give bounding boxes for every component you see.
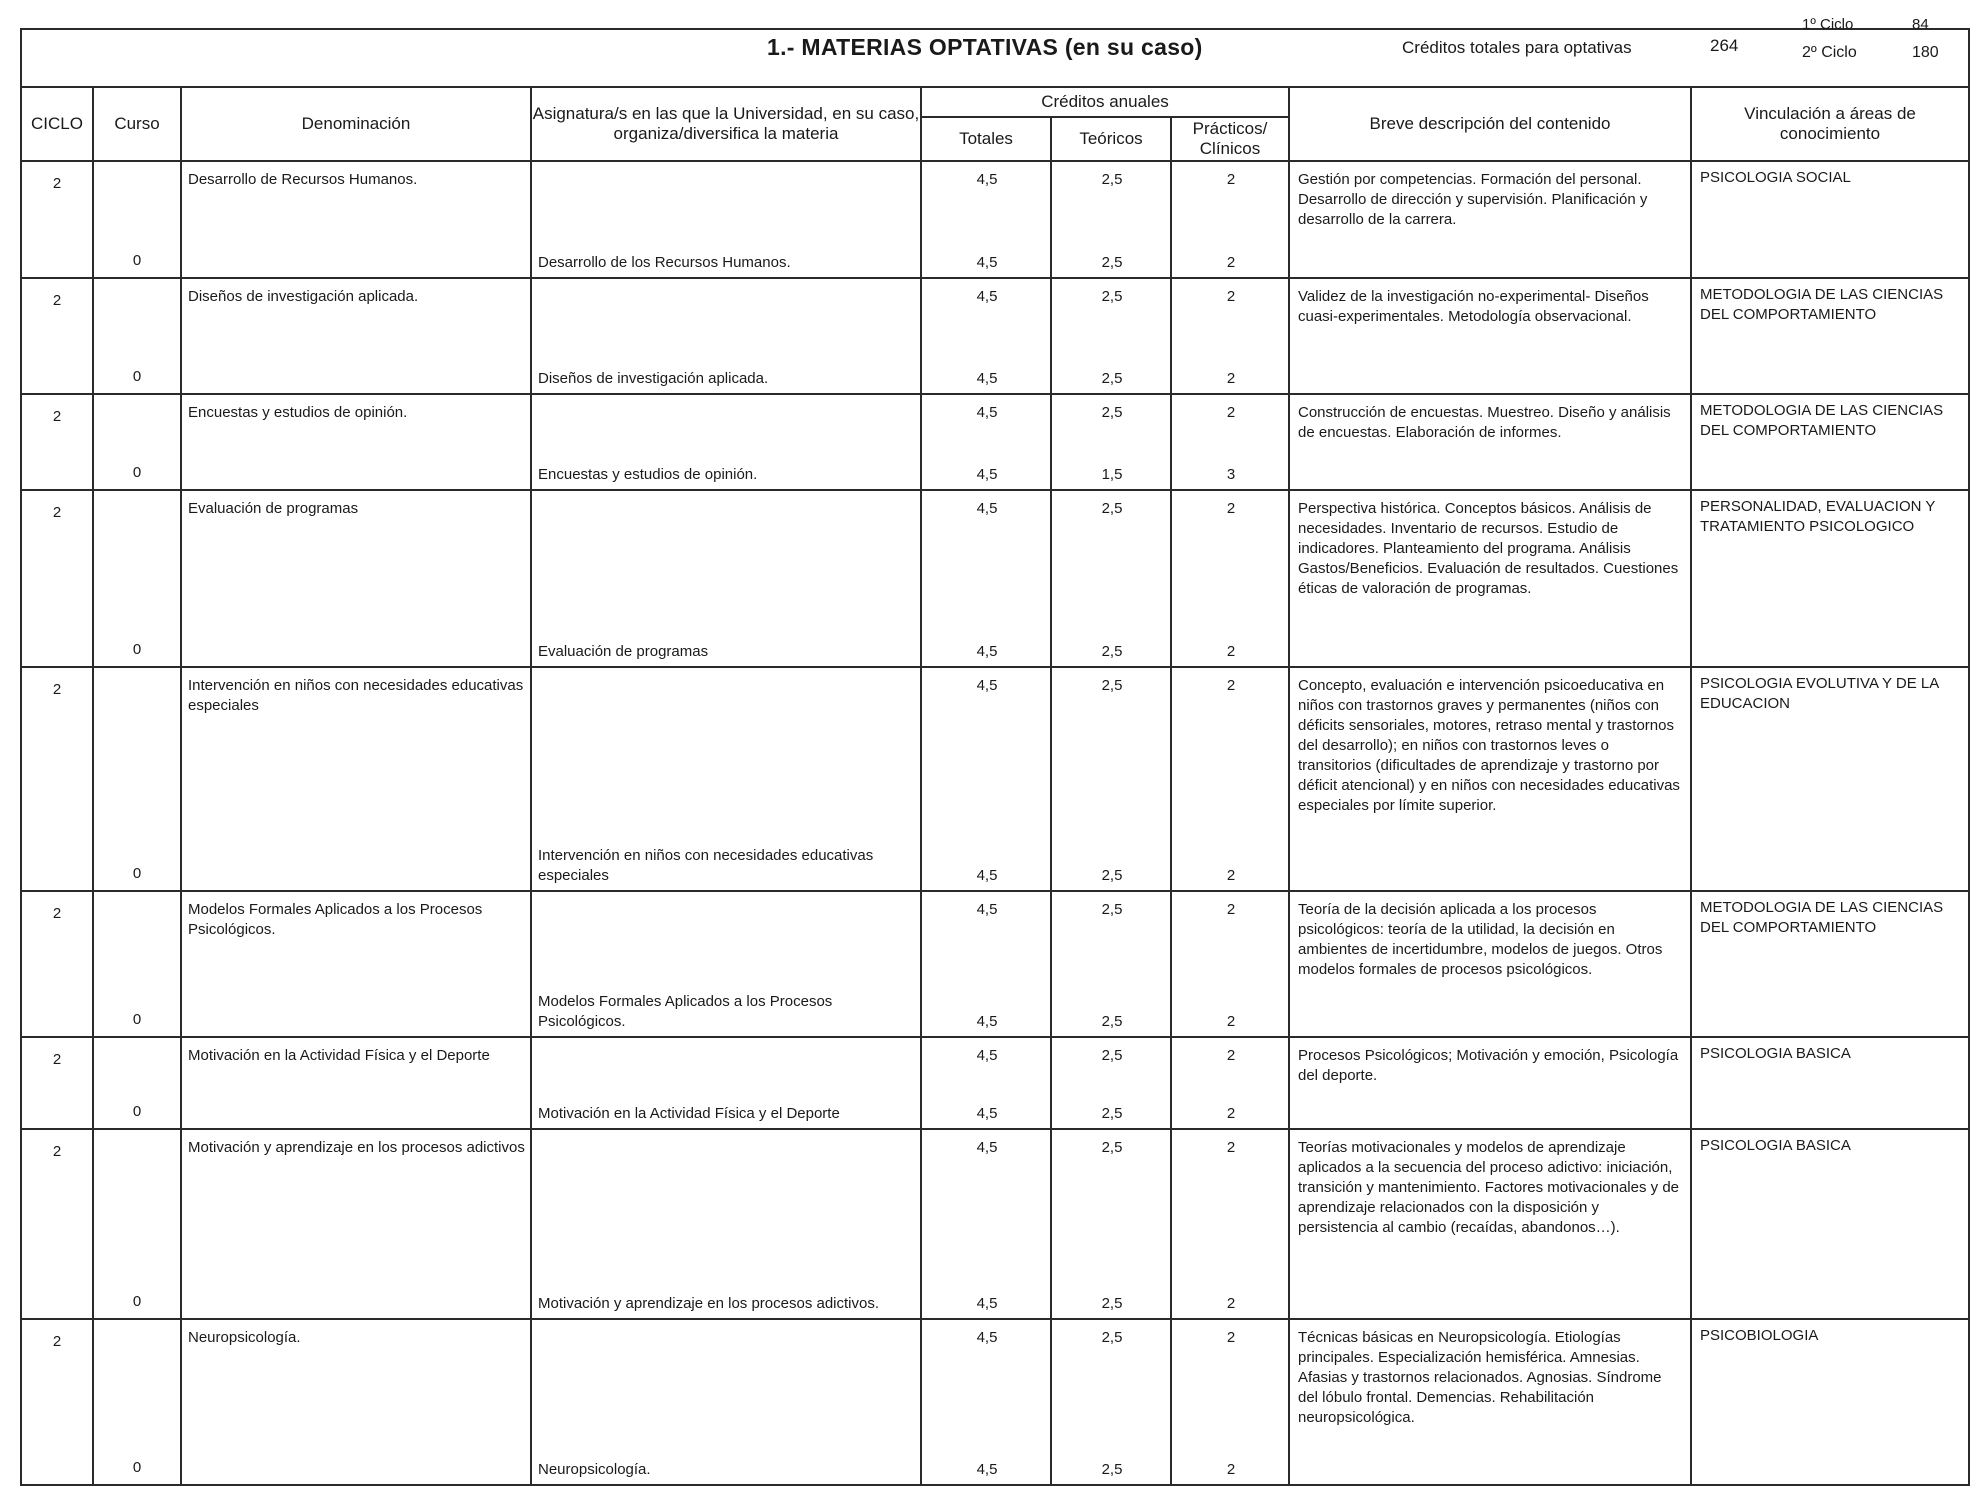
ciclo-value: 2	[52, 905, 62, 922]
curso-value: 0	[132, 1293, 142, 1310]
descripcion-cell	[1289, 1037, 1691, 1129]
teoricos-bottom: 2,5	[1101, 254, 1123, 271]
curso-cell	[93, 1319, 181, 1485]
page-title: 1.- MATERIAS OPTATIVAS (en su caso)	[767, 34, 1203, 60]
asignatura-cell	[531, 278, 921, 394]
teoricos-cell	[1051, 1129, 1171, 1319]
area: PSICOBIOLOGIA	[1700, 1327, 1819, 1344]
denominacion-cell	[181, 1037, 531, 1129]
curso-value: 0	[132, 1011, 142, 1028]
teoricos-top: 2,5	[1101, 404, 1123, 421]
table-row	[21, 278, 1969, 394]
practicos-top: 2	[1226, 171, 1236, 188]
curso-cell	[93, 1037, 181, 1129]
practicos-bottom: 2	[1226, 867, 1236, 884]
ciclo1-value: 84	[1912, 16, 1929, 33]
curso-value: 0	[132, 464, 142, 481]
area: METODOLOGIA DE LAS CIENCIAS DEL COMPORTAMIENTO	[1700, 402, 1944, 439]
curso-cell	[93, 891, 181, 1037]
ciclo-value: 2	[52, 1333, 62, 1350]
practicos-cell	[1171, 1129, 1289, 1319]
asignatura: Neuropsicología.	[538, 1461, 651, 1478]
optativas-table	[20, 16, 1970, 1486]
ciclo-cell	[21, 278, 93, 394]
col-creditos: Créditos anuales	[921, 87, 1289, 117]
practicos-bottom: 2	[1226, 1461, 1236, 1478]
totales-cell	[921, 1037, 1051, 1129]
asignatura: Modelos Formales Aplicados a los Procesos Psicológicos.	[538, 993, 833, 1030]
asignatura: Evaluación de programas	[538, 643, 709, 660]
practicos-cell	[1171, 278, 1289, 394]
practicos-bottom: 2	[1226, 254, 1236, 271]
descripcion-cell	[1289, 278, 1691, 394]
curso-cell	[93, 278, 181, 394]
asignatura-cell	[531, 490, 921, 667]
descripcion-cell	[1289, 490, 1691, 667]
totales-cell	[921, 161, 1051, 278]
asignatura-cell	[531, 667, 921, 891]
descripcion: Concepto, evaluación e intervención psicoeducativa en niños con trastornos graves y permanentes (niños con déficits sensoriales, motores, retraso mental y trastornos del desarrollo); en niños con trastornos leves o transitorios (dificultades de aprendizaje y trastorno por déficit atencional) y en niños con necesidades educativas especiales por límite superior.	[1298, 677, 1680, 814]
denominacion: Motivación y aprendizaje en los procesos adictivos	[188, 1139, 525, 1156]
totales-top: 4,5	[976, 1047, 998, 1064]
table-row	[21, 667, 1969, 891]
denominacion: Motivación en la Actividad Física y el Deporte	[188, 1047, 490, 1064]
area: METODOLOGIA DE LAS CIENCIAS DEL COMPORTAMIENTO	[1700, 286, 1944, 323]
curso-value: 0	[132, 641, 142, 658]
curso-cell	[93, 161, 181, 278]
teoricos-cell	[1051, 394, 1171, 490]
totales-bottom: 4,5	[976, 254, 998, 271]
asignatura-cell	[531, 394, 921, 490]
teoricos-cell	[1051, 1319, 1171, 1485]
practicos-top: 2	[1226, 1047, 1236, 1064]
ciclo-value: 2	[52, 504, 62, 521]
col-totales: Totales	[921, 117, 1051, 161]
asignatura: Motivación en la Actividad Física y el Deporte	[538, 1105, 840, 1122]
header-row	[21, 16, 1969, 87]
table-row	[21, 1129, 1969, 1319]
optativas-sheet	[20, 16, 1968, 1486]
teoricos-bottom: 2,5	[1101, 1105, 1123, 1122]
area: PERSONALIDAD, EVALUACION Y TRATAMIENTO PSICOLOGICO	[1700, 498, 1936, 535]
totales-cell	[921, 667, 1051, 891]
teoricos-top: 2,5	[1101, 1329, 1123, 1346]
totales-cell	[921, 490, 1051, 667]
ciclo2-value: 180	[1912, 44, 1939, 61]
area-cell	[1691, 278, 1969, 394]
curso-value: 0	[132, 865, 142, 882]
denominacion: Encuestas y estudios de opinión.	[188, 404, 408, 421]
practicos-bottom: 3	[1226, 466, 1236, 483]
descripcion: Teorías motivacionales y modelos de aprendizaje aplicados a la secuencia del proceso adictivo: iniciación, transición y mantenimiento. Factores motivacionales y de aprendizaje relacionados con la disposición y persistencia al cambio (recaídas, abandonos…).	[1298, 1139, 1680, 1236]
teoricos-bottom: 2,5	[1101, 643, 1123, 660]
area-cell	[1691, 1037, 1969, 1129]
practicos-cell	[1171, 161, 1289, 278]
teoricos-bottom: 2,5	[1101, 867, 1123, 884]
teoricos-bottom: 2,5	[1101, 1295, 1123, 1312]
totales-bottom: 4,5	[976, 466, 998, 483]
teoricos-top: 2,5	[1101, 171, 1123, 188]
descripcion: Técnicas básicas en Neuropsicología. Etiologías principales. Especialización hemisférica. Amnesias. Afasias y trastornos relacionados. Agnosias. Síndrome del lóbulo frontal. Demencias. Rehabilitación neuropsicológica.	[1298, 1329, 1662, 1426]
denominacion: Diseños de investigación aplicada.	[188, 288, 419, 305]
teoricos-bottom: 2,5	[1101, 1461, 1123, 1478]
area: PSICOLOGIA BASICA	[1700, 1045, 1851, 1062]
totales-top: 4,5	[976, 1329, 998, 1346]
practicos-cell	[1171, 891, 1289, 1037]
ciclo-value: 2	[52, 408, 62, 425]
denominacion-cell	[181, 1319, 531, 1485]
asignatura: Diseños de investigación aplicada.	[538, 370, 769, 387]
totales-top: 4,5	[976, 677, 998, 694]
practicos-bottom: 2	[1226, 370, 1236, 387]
asignatura-cell	[531, 1319, 921, 1485]
totales-bottom: 4,5	[976, 867, 998, 884]
totales-top: 4,5	[976, 171, 998, 188]
asignatura: Motivación y aprendizaje en los procesos adictivos.	[538, 1295, 880, 1312]
denominacion-cell	[181, 278, 531, 394]
denominacion: Evaluación de programas	[188, 500, 359, 517]
descripcion: Teoría de la decisión aplicada a los procesos psicológicos: teoría de la utilidad, la decisión en ambientes de incertidumbre, modelos de juegos. Otros modelos formales de procesos psicológicos.	[1298, 901, 1663, 978]
col-practicos: Prácticos/ Clínicos	[1171, 117, 1289, 161]
ciclo2-label: 2º Ciclo	[1802, 44, 1857, 61]
denominacion: Modelos Formales Aplicados a los Procesos Psicológicos.	[188, 901, 483, 938]
descripcion-cell	[1289, 1319, 1691, 1485]
totales-bottom: 4,5	[976, 1105, 998, 1122]
asignatura-cell	[531, 1129, 921, 1319]
denominacion-cell	[181, 161, 531, 278]
practicos-cell	[1171, 1319, 1289, 1485]
denominacion-cell	[181, 891, 531, 1037]
credits-total: 264	[1710, 36, 1739, 55]
teoricos-top: 2,5	[1101, 1047, 1123, 1064]
practicos-cell	[1171, 490, 1289, 667]
descripcion-cell	[1289, 1129, 1691, 1319]
col-asignatura: Asignatura/s en las que la Universidad, en su caso, organiza/diversifica la materia	[531, 87, 921, 161]
practicos-cell	[1171, 1037, 1289, 1129]
teoricos-cell	[1051, 278, 1171, 394]
area: METODOLOGIA DE LAS CIENCIAS DEL COMPORTAMIENTO	[1700, 899, 1944, 936]
practicos-bottom: 2	[1226, 1105, 1236, 1122]
curso-value: 0	[132, 1459, 142, 1476]
teoricos-cell	[1051, 891, 1171, 1037]
asignatura: Encuestas y estudios de opinión.	[538, 466, 758, 483]
asignatura-cell	[531, 161, 921, 278]
area-cell	[1691, 394, 1969, 490]
table-row	[21, 891, 1969, 1037]
practicos-cell	[1171, 667, 1289, 891]
curso-cell	[93, 490, 181, 667]
col-denominacion: Denominación	[181, 87, 531, 161]
totales-cell	[921, 1129, 1051, 1319]
denominacion-cell	[181, 394, 531, 490]
descripcion: Gestión por competencias. Formación del personal. Desarrollo de dirección y supervisión. Planificación y desarrollo de la carrera.	[1298, 171, 1648, 228]
area-cell	[1691, 161, 1969, 278]
denominacion: Desarrollo de Recursos Humanos.	[188, 171, 418, 188]
practicos-top: 2	[1226, 1329, 1236, 1346]
descripcion-cell	[1289, 394, 1691, 490]
curso-cell	[93, 1129, 181, 1319]
teoricos-cell	[1051, 161, 1171, 278]
area-cell	[1691, 1319, 1969, 1485]
curso-value: 0	[132, 252, 142, 269]
area-cell	[1691, 1129, 1969, 1319]
denominacion-cell	[181, 667, 531, 891]
ciclo-cell	[21, 1319, 93, 1485]
teoricos-top: 2,5	[1101, 677, 1123, 694]
descripcion: Perspectiva histórica. Conceptos básicos. Análisis de necesidades. Inventario de recursos. Estudio de indicadores. Planteamiento del programa. Análisis Gastos/Beneficios. Evaluación de resultados. Cuestiones éticas de valoración de programas.	[1298, 500, 1679, 597]
teoricos-top: 2,5	[1101, 901, 1123, 918]
teoricos-bottom: 1,5	[1101, 466, 1123, 483]
col-ciclo: CICLO	[21, 87, 93, 161]
ciclo-cell	[21, 667, 93, 891]
curso-cell	[93, 667, 181, 891]
teoricos-cell	[1051, 667, 1171, 891]
teoricos-cell	[1051, 490, 1171, 667]
totales-cell	[921, 891, 1051, 1037]
practicos-top: 2	[1226, 288, 1236, 305]
ciclo-cell	[21, 394, 93, 490]
descripcion-cell	[1289, 667, 1691, 891]
practicos-top: 2	[1226, 404, 1236, 421]
asignatura: Intervención en niños con necesidades educativas especiales	[538, 847, 874, 884]
area-cell	[1691, 490, 1969, 667]
totales-bottom: 4,5	[976, 643, 998, 660]
ciclo-value: 2	[52, 1051, 62, 1068]
col-descripcion: Breve descripción del contenido	[1289, 87, 1691, 161]
totales-bottom: 4,5	[976, 370, 998, 387]
table-row	[21, 490, 1969, 667]
practicos-top: 2	[1226, 1139, 1236, 1156]
col-curso: Curso	[93, 87, 181, 161]
table-row	[21, 161, 1969, 278]
area: PSICOLOGIA EVOLUTIVA Y DE LA EDUCACION	[1700, 675, 1939, 712]
teoricos-top: 2,5	[1101, 500, 1123, 517]
table-row	[21, 1037, 1969, 1129]
area-cell	[1691, 667, 1969, 891]
asignatura-cell	[531, 891, 921, 1037]
practicos-bottom: 2	[1226, 1295, 1236, 1312]
totales-top: 4,5	[976, 404, 998, 421]
ciclo-cell	[21, 490, 93, 667]
ciclo-value: 2	[52, 292, 62, 309]
area: PSICOLOGIA BASICA	[1700, 1137, 1851, 1154]
totales-top: 4,5	[976, 1139, 998, 1156]
denominacion-cell	[181, 490, 531, 667]
area-cell	[1691, 891, 1969, 1037]
curso-cell	[93, 394, 181, 490]
ciclo-cell	[21, 891, 93, 1037]
totales-top: 4,5	[976, 288, 998, 305]
ciclo1-label: 1º Ciclo	[1802, 16, 1854, 33]
ciclo-value: 2	[52, 175, 62, 192]
totales-cell	[921, 1319, 1051, 1485]
ciclo-cell	[21, 161, 93, 278]
descripcion: Validez de la investigación no-experimental- Diseños cuasi-experimentales. Metodología observacional.	[1298, 288, 1649, 325]
teoricos-bottom: 2,5	[1101, 1013, 1123, 1030]
asignatura-cell	[531, 1037, 921, 1129]
practicos-bottom: 2	[1226, 1013, 1236, 1030]
totales-top: 4,5	[976, 901, 998, 918]
totales-cell	[921, 278, 1051, 394]
denominacion-cell	[181, 1129, 531, 1319]
ciclo-cell	[21, 1129, 93, 1319]
teoricos-bottom: 2,5	[1101, 370, 1123, 387]
ciclo-value: 2	[52, 681, 62, 698]
descripcion: Construcción de encuestas. Muestreo. Diseño y análisis de encuestas. Elaboración de informes.	[1298, 404, 1671, 441]
teoricos-top: 2,5	[1101, 1139, 1123, 1156]
denominacion: Intervención en niños con necesidades educativas especiales	[188, 677, 524, 714]
teoricos-top: 2,5	[1101, 288, 1123, 305]
totales-bottom: 4,5	[976, 1013, 998, 1030]
descripcion-cell	[1289, 161, 1691, 278]
area: PSICOLOGIA SOCIAL	[1700, 169, 1851, 186]
ciclo-cell	[21, 1037, 93, 1129]
totales-cell	[921, 394, 1051, 490]
practicos-top: 2	[1226, 500, 1236, 517]
practicos-bottom: 2	[1226, 643, 1236, 660]
credits-label: Créditos totales para optativas	[1402, 38, 1632, 57]
asignatura: Desarrollo de los Recursos Humanos.	[538, 254, 791, 271]
ciclo-value: 2	[52, 1143, 62, 1160]
totales-bottom: 4,5	[976, 1295, 998, 1312]
denominacion: Neuropsicología.	[188, 1329, 301, 1346]
table-row	[21, 1319, 1969, 1485]
totales-top: 4,5	[976, 500, 998, 517]
col-teoricos: Teóricos	[1051, 117, 1171, 161]
practicos-top: 2	[1226, 901, 1236, 918]
teoricos-cell	[1051, 1037, 1171, 1129]
practicos-cell	[1171, 394, 1289, 490]
col-vinculacion: Vinculación a áreas de conocimiento	[1691, 87, 1969, 161]
descripcion-cell	[1289, 891, 1691, 1037]
descripcion: Procesos Psicológicos; Motivación y emoción, Psicología del deporte.	[1298, 1047, 1679, 1084]
curso-value: 0	[132, 368, 142, 385]
totales-bottom: 4,5	[976, 1461, 998, 1478]
practicos-top: 2	[1226, 677, 1236, 694]
curso-value: 0	[132, 1103, 142, 1120]
table-row	[21, 394, 1969, 490]
